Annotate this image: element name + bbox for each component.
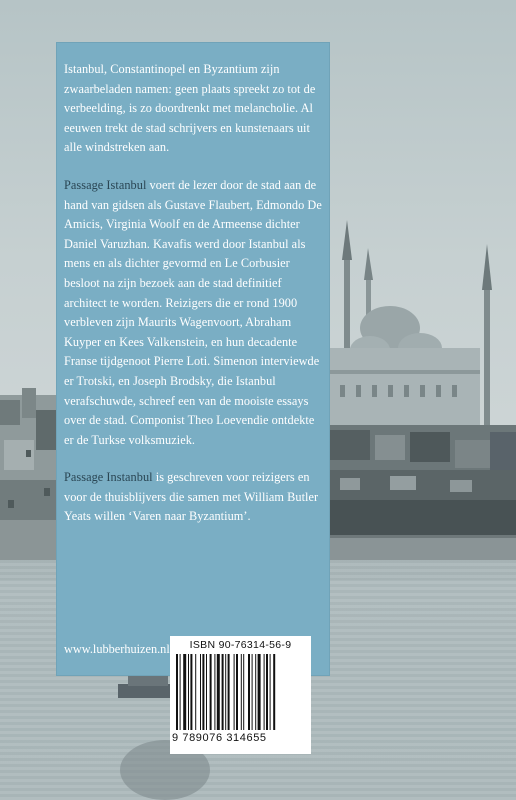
mosque-skyline bbox=[330, 220, 516, 580]
isbn-label: ISBN 90-76314-56-9 bbox=[189, 639, 292, 651]
blurb-paragraph-3-body: is geschreven voor reizigers en voor de thuisblijvers die samen met William Butler Yeats willen ‘Varen naar Byzantium’. bbox=[64, 470, 319, 524]
blurb-paragraph-1: Istanbul, Constantinopel en Byzantium zijn zwaarbeladen namen: geen plaats spreekt zo tot de verbeelding, is zo doordrenkt met melancholie. Al eeuwen trekt de stad schrijvers en kunstenaars uit alle windstreken aan. bbox=[64, 62, 316, 155]
book-title-highlight-2: Passage Instanbul bbox=[64, 470, 153, 485]
barcode-bars bbox=[176, 654, 305, 730]
isbn-barcode bbox=[170, 636, 311, 754]
blurb-paragraph-3 bbox=[64, 468, 326, 527]
blurb-text bbox=[64, 60, 326, 545]
left-city-silhouette bbox=[0, 380, 60, 580]
blurb-paragraph-2 bbox=[64, 176, 326, 450]
blurb-panel bbox=[56, 42, 330, 676]
book-title-highlight: Passage Istanbul bbox=[64, 177, 147, 192]
publisher-website[interactable]: www.lubberhuizen.nl bbox=[64, 642, 170, 656]
ean-digits: 9 789076 314655 bbox=[172, 732, 267, 744]
blurb-paragraph-2-body: voert de lezer door de stad aan de hand van gidsen als Gustave Flaubert, Edmondo De Amicis, Virginia Woolf en de Armeense dichter Daniel Varuzhan. Kavafis werd door Istanbul als mens en als dichter gevormd en Le Corbusier besloot na zijn bezoek aan de stad definitief architect te worden. Reizigers die er rond 1900 verbleven zijn Maurits Wagenvoort, Abraham Kuyper en Kees Valkenstein, en hun decadente Franse tijdgenoot Pierre Loti. Simenon interviewde er Trotski, en Joseph Brodsky, die Istanbul verafschuwde, schreef een van de mooiste essays over de stad. Componist Theo Loevendie ontdekte er de Turkse volksmuziek. bbox=[64, 177, 322, 447]
